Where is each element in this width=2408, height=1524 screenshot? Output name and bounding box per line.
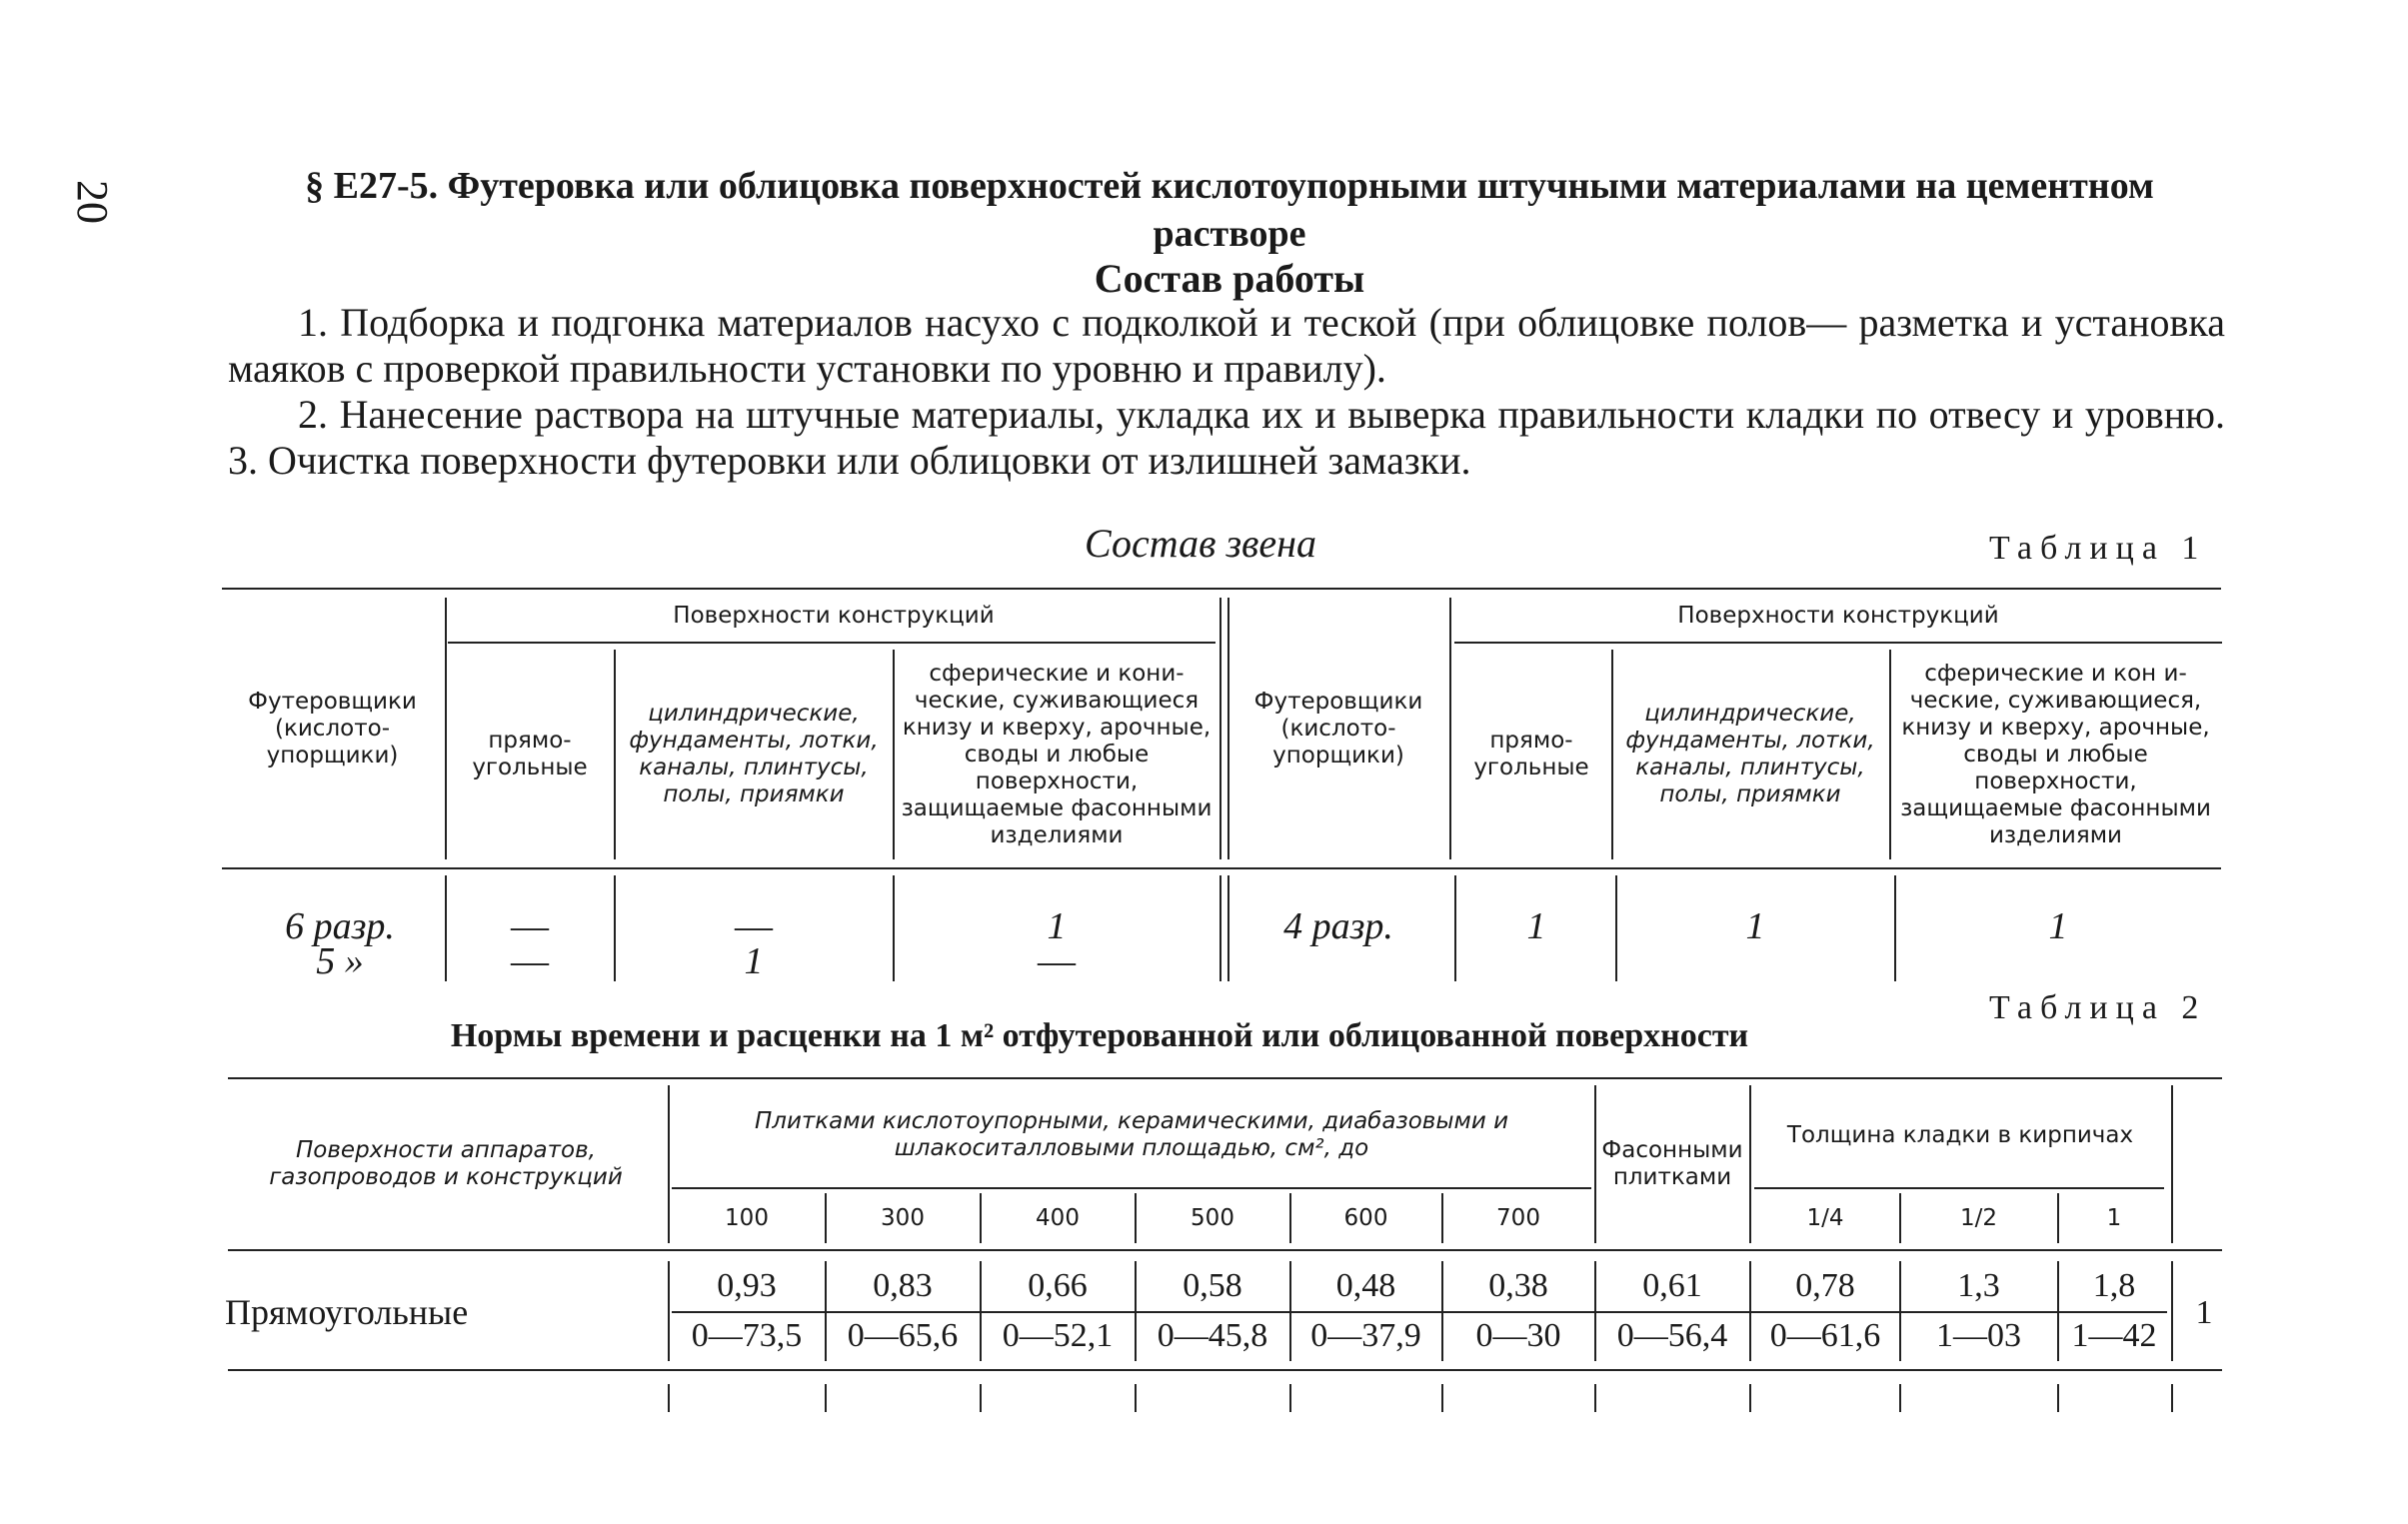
t1-col-rect-left: прямоугольные — [472, 728, 588, 780]
page-number: 20 — [68, 180, 117, 224]
t2-norm-shaped: 0,61 — [1642, 1267, 1702, 1304]
t2-norm-100: 0,93 — [717, 1267, 777, 1304]
t2-norm-600: 0,48 — [1335, 1267, 1396, 1304]
t1-right-row1-grade: 4 разр. — [1283, 905, 1393, 947]
t2-shaped-header: Фасонными плитками — [1601, 1137, 1743, 1190]
t1-worker-header-right: Футеровщики (кислотоупорщики) — [1253, 688, 1423, 768]
work-heading: Состав работы — [1094, 256, 1365, 301]
t2-tile-size-600: 600 — [1343, 1204, 1388, 1231]
t1-col-cyl-right: цилиндрические, фундаменты, лотки, каналы, плинтусы, полы, приямки — [1625, 701, 1875, 807]
t2-price-400: 0—52,1 — [1002, 1317, 1114, 1354]
t2-price-500: 0—45,8 — [1157, 1317, 1268, 1354]
t2-norm-500: 0,58 — [1183, 1267, 1242, 1304]
t2-brick-size-half: 1/2 — [1959, 1204, 1997, 1231]
t2-tile-size-300: 300 — [881, 1204, 925, 1231]
t2-brick-size-quarter: 1/4 — [1806, 1204, 1844, 1231]
t2-price-700: 0—30 — [1475, 1317, 1561, 1354]
t1-right-row1-rect: 1 — [1526, 905, 1546, 947]
t2-row-name: Прямоугольные — [225, 1292, 469, 1332]
section-title: § Е27-5. Футеровка или облицовка поверхностей кислотоупорными штучными материалами на цементном растворе — [305, 165, 2154, 255]
t2-price-300: 0—65,6 — [847, 1317, 959, 1354]
table2-label: Таблица 2 — [1989, 989, 2207, 1026]
t2-norm-400: 0,66 — [1028, 1267, 1088, 1304]
t2-tile-size-400: 400 — [1036, 1204, 1080, 1231]
t1-row1-grade: 6 разр. — [285, 905, 395, 947]
t2-tile-size-500: 500 — [1191, 1204, 1234, 1231]
t1-row1-rect: — — [511, 905, 549, 947]
table1-caption: Состав звена — [1085, 521, 1317, 566]
t2-price-brick-half: 1—03 — [1936, 1317, 2021, 1354]
t2-brick-header: Толщина кладки в кирпичах — [1786, 1121, 2134, 1148]
t1-row2-grade: 5 » — [316, 940, 364, 982]
t1-group-header-left: Поверхности конструкций — [673, 602, 995, 629]
t2-tiles-header: Плитками кислотоупорными, керамическими, диабазовыми и шлакоситалловыми площадью, см², до — [754, 1108, 1509, 1161]
t1-group-header-right: Поверхности конструкций — [1677, 602, 1999, 629]
t2-row-header: Поверхности аппаратов, газопроводов и конструкций — [269, 1137, 623, 1190]
t2-price-shaped: 0—56,4 — [1616, 1317, 1728, 1354]
t2-norm-brick-quarter: 0,78 — [1795, 1267, 1855, 1304]
t2-price-100: 0—73,5 — [691, 1317, 803, 1354]
t2-price-brick-one: 1—42 — [2071, 1317, 2157, 1354]
t1-col-sph-right: сферические и кон ические, суживающиеся, книзу и кверху, арочные, своды и любые поверхности, защищаемые фасонными изделиями — [1900, 660, 2211, 848]
t2-price-600: 0—37,9 — [1310, 1317, 1421, 1354]
work-item-1: 1. Подборка и подгонка материалов насухо с подколкой и теской (при облицовке полов— разметка и установка маяков с проверкой правильности установки по уровню и правилу). — [228, 300, 2225, 391]
t2-norm-brick-one: 1,8 — [2092, 1267, 2136, 1304]
t1-row2-sph: — — [1038, 940, 1076, 982]
work-item-2: 2. Нанесение раствора на штучные материалы, укладка их и выверка правильности кладки по отвесу и уровню. 3. Очистка поверхности футеровки или облицовки от излишней замазки. — [228, 392, 2225, 483]
t1-col-rect-right: прямоугольные — [1473, 728, 1589, 780]
t1-row2-rect: — — [511, 940, 549, 982]
t1-row2-cyl: 1 — [744, 940, 764, 982]
t2-row-index: 1 — [2195, 1294, 2213, 1331]
t2-norm-700: 0,38 — [1488, 1267, 1548, 1304]
t1-col-sph-left: сферические и конические, суживающиеся книзу и кверху, арочные, своды и любые поверхности, защищаемые фасонными изделиями — [901, 660, 1212, 848]
t2-norm-300: 0,83 — [873, 1267, 933, 1304]
t1-right-row1-sph: 1 — [2048, 905, 2068, 947]
t2-norm-brick-half: 1,3 — [1957, 1267, 2000, 1304]
t1-col-cyl-left: цилиндрические, фундаменты, лотки, каналы, плинтусы, полы, приямки — [629, 701, 879, 807]
t1-right-row1-cyl: 1 — [1745, 905, 1765, 947]
t1-row1-cyl: — — [735, 905, 773, 947]
t2-tile-size-700: 700 — [1496, 1204, 1540, 1231]
table1-label: Таблица 1 — [1989, 530, 2207, 567]
t2-brick-size-one: 1 — [2106, 1204, 2122, 1231]
t2-price-brick-quarter: 0—61,6 — [1769, 1317, 1881, 1354]
table2-title: Нормы времени и расценки на 1 м² отфутерованной или облицованной поверхности — [450, 1017, 1749, 1054]
t1-worker-header-left: Футеровщики (кислотоупорщики) — [248, 688, 417, 768]
t1-row1-sph: 1 — [1047, 905, 1067, 947]
t2-tile-size-100: 100 — [725, 1204, 769, 1231]
